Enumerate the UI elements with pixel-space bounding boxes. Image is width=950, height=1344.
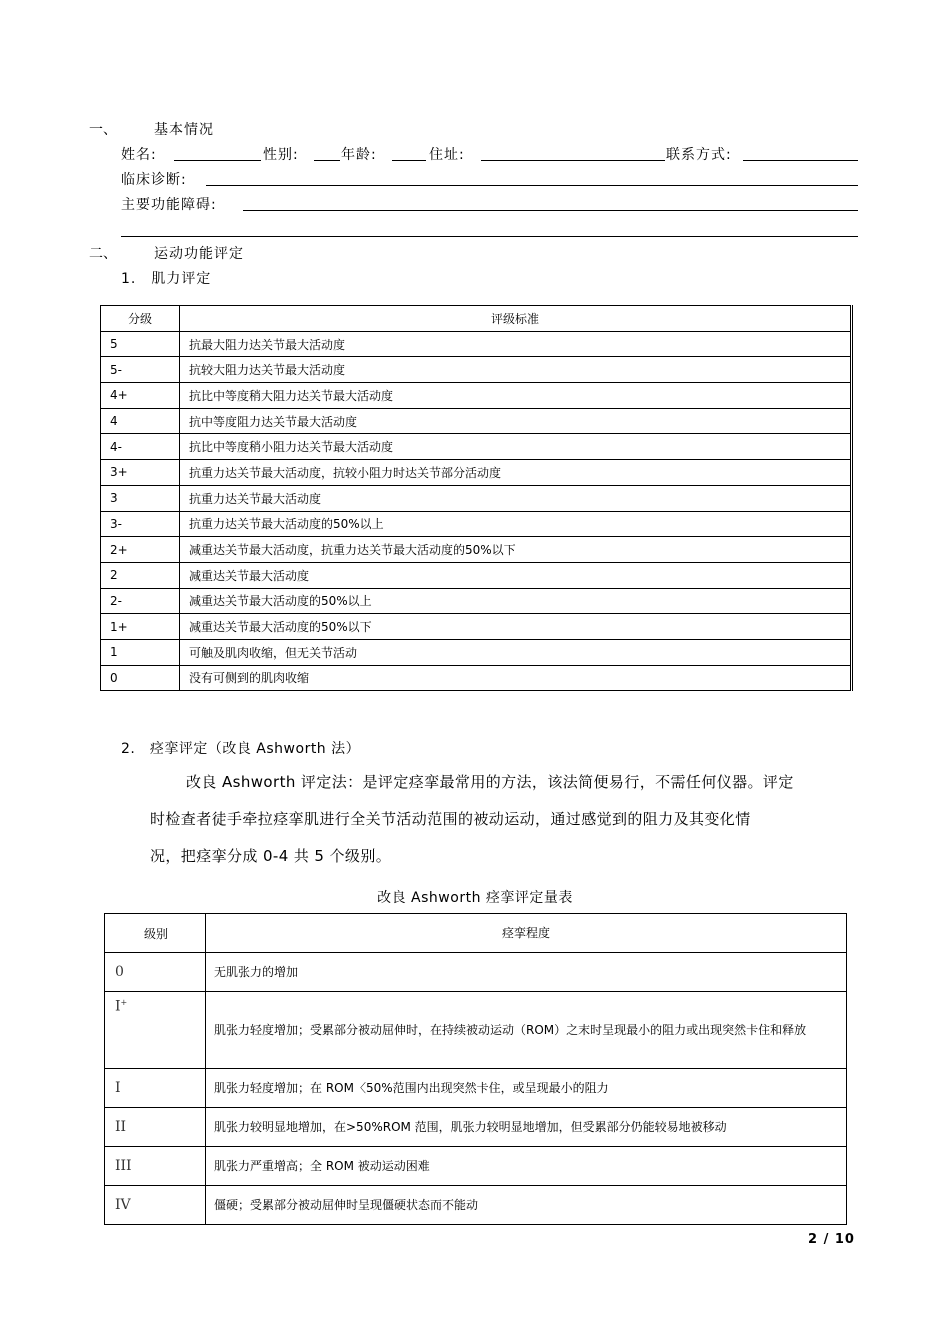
table-row (101, 537, 851, 563)
name-label: 姓名: (121, 147, 157, 163)
criteria-cell: 抗重力达关节最大活动度，抗较小阻力时达关节部分活动度 (180, 460, 851, 486)
ashworth-table (104, 913, 847, 1225)
impairment-field-line2[interactable] (121, 236, 858, 237)
criteria-cell: 抗较大阻力达关节最大活动度 (180, 357, 851, 383)
spasticity-heading: 2. 痉挛评定（改良 Ashworth 法） (121, 741, 361, 757)
degree-cell: 肌张力轻度增加；在 ROM〈50%范围内出现突然卡住，或呈现最小的阻力 (206, 1069, 847, 1108)
table-row (101, 639, 851, 665)
grade-cell: 4 (101, 408, 180, 434)
contact-label: 联系方式: (666, 147, 732, 163)
table-row (105, 992, 847, 1069)
criteria-cell: 减重达关节最大活动度的50%以上 (180, 588, 851, 614)
level-cell: I+ (105, 992, 206, 1069)
criteria-cell: 减重达关节最大活动度，抗重力达关节最大活动度的50%以下 (180, 537, 851, 563)
grade-cell: 2+ (101, 537, 180, 563)
degree-cell: 肌张力轻度增加；受累部分被动屈伸时，在持续被动运动（ROM）之末时呈现最小的阻力或出现突然卡住和释放 (206, 992, 847, 1069)
level-cell: 0 (105, 953, 206, 992)
grade-cell: 3- (101, 511, 180, 537)
criteria-cell: 减重达关节最大活动度 (180, 562, 851, 588)
table-row (101, 331, 851, 357)
table-row (101, 614, 851, 640)
criteria-cell: 抗比中等度稍大阻力达关节最大活动度 (180, 383, 851, 409)
paragraph-line-1: 改良 Ashworth 评定法：是评定痉挛最常用的方法，该法简便易行，不需任何仪器。评定 (186, 773, 794, 791)
address-label: 住址: (429, 147, 465, 163)
level-cell: IV (105, 1186, 206, 1225)
table-row (105, 1186, 847, 1225)
diagnosis-field[interactable] (206, 185, 858, 186)
table-row (101, 511, 851, 537)
degree-cell: 无肌张力的增加 (206, 953, 847, 992)
grade-cell: 1 (101, 639, 180, 665)
section2-number: 二、 (89, 246, 117, 262)
criteria-cell: 抗最大阻力达关节最大活动度 (180, 331, 851, 357)
gender-field[interactable] (314, 160, 340, 161)
paragraph-line-3: 况，把痉挛分成 0-4 共 5 个级别。 (150, 847, 392, 865)
grade-cell: 0 (101, 665, 180, 691)
level-cell: III (105, 1147, 206, 1186)
grade-cell: 4+ (101, 383, 180, 409)
muscle-strength-table (100, 305, 851, 691)
degree-cell: 肌张力严重增高；全 ROM 被动运动困难 (206, 1147, 847, 1186)
address-field[interactable] (481, 160, 665, 161)
table-row (101, 588, 851, 614)
table-row (101, 485, 851, 511)
grade-cell: 2 (101, 562, 180, 588)
table-row (101, 357, 851, 383)
criteria-cell: 可触及肌肉收缩，但无关节活动 (180, 639, 851, 665)
impairment-label: 主要功能障碍: (121, 197, 217, 213)
header-degree: 痉挛程度 (206, 914, 847, 953)
grade-cell: 2- (101, 588, 180, 614)
level-cell: I (105, 1069, 206, 1108)
table-row (105, 953, 847, 992)
table-row (101, 665, 851, 691)
impairment-field[interactable] (243, 210, 858, 211)
level-cell: II (105, 1108, 206, 1147)
ashworth-table-title: 改良 Ashworth 痉挛评定量表 (377, 890, 573, 906)
criteria-cell: 抗重力达关节最大活动度 (180, 485, 851, 511)
table-row (101, 408, 851, 434)
criteria-cell: 抗重力达关节最大活动度的50%以上 (180, 511, 851, 537)
table-row (101, 383, 851, 409)
table-header-row (105, 914, 847, 953)
table-row (101, 562, 851, 588)
gender-label: 性别: (263, 147, 299, 163)
header-level: 级别 (105, 914, 206, 953)
criteria-cell: 减重达关节最大活动度的50%以下 (180, 614, 851, 640)
age-field[interactable] (392, 160, 426, 161)
page-number: 2 / 10 (808, 1232, 855, 1247)
table-row (101, 460, 851, 486)
degree-cell: 肌张力较明显地增加，在>50%ROM 范围，肌张力较明显地增加，但受累部分仍能较易地被移动 (206, 1108, 847, 1147)
degree-cell: 僵硬；受累部分被动屈伸时呈现僵硬状态而不能动 (206, 1186, 847, 1225)
table-row (101, 434, 851, 460)
age-label: 年龄: (341, 147, 377, 163)
section2-title: 运动功能评定 (154, 246, 244, 262)
section1-number: 一、 (89, 122, 117, 138)
table-row (105, 1147, 847, 1186)
grade-cell: 3 (101, 485, 180, 511)
grade-cell: 5 (101, 331, 180, 357)
table-row (105, 1108, 847, 1147)
contact-field[interactable] (743, 160, 858, 161)
header-grade: 分级 (101, 306, 180, 332)
grade-cell: 3+ (101, 460, 180, 486)
diagnosis-label: 临床诊断: (121, 172, 187, 188)
table-row (105, 1069, 847, 1108)
criteria-cell: 没有可侧到的肌肉收缩 (180, 665, 851, 691)
muscle-strength-heading: 1. 肌力评定 (121, 271, 212, 287)
table-right-border (852, 305, 853, 691)
criteria-cell: 抗比中等度稍小阻力达关节最大活动度 (180, 434, 851, 460)
paragraph-line-2: 时检查者徒手牵拉痉挛肌进行全关节活动范围的被动运动，通过感觉到的阻力及其变化情 (150, 810, 751, 828)
grade-cell: 5- (101, 357, 180, 383)
name-field[interactable] (174, 160, 261, 161)
section1-title: 基本情况 (154, 122, 214, 138)
criteria-cell: 抗中等度阻力达关节最大活动度 (180, 408, 851, 434)
grade-cell: 4- (101, 434, 180, 460)
grade-cell: 1+ (101, 614, 180, 640)
table-header-row (101, 306, 851, 332)
header-criteria: 评级标准 (180, 306, 851, 332)
